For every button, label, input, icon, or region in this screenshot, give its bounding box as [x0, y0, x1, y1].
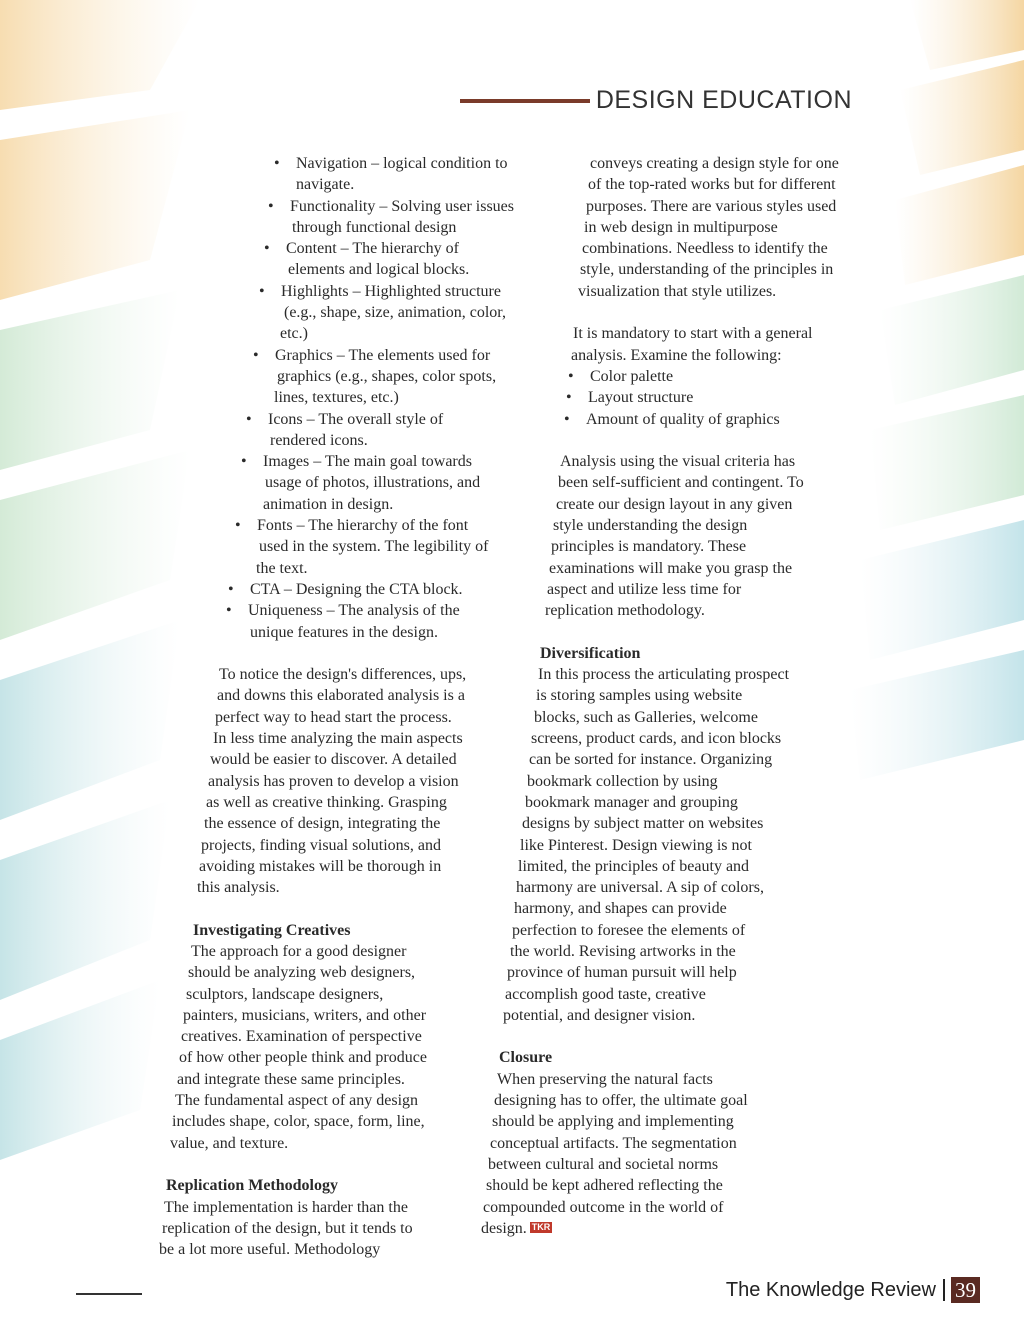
line-text: conceptual artifacts. The segmentation — [490, 1134, 737, 1152]
text-line — [0, 813, 839, 834]
line-text: Content – The hierarchy of — [286, 240, 459, 258]
line-text: Amount of quality of graphics — [586, 410, 780, 428]
line-text: rendered icons. — [270, 431, 368, 449]
line-text: would be easier to discover. A detailed — [210, 751, 457, 769]
text-line — [0, 1111, 839, 1132]
text-line — [0, 515, 839, 536]
line-text: accomplish good taste, creative — [505, 985, 706, 1003]
line-text: Highlights – Highlighted structure — [281, 282, 501, 300]
text-line — [0, 238, 839, 259]
line-text: elements and logical blocks. — [288, 261, 470, 279]
text-line — [0, 345, 839, 366]
text-line — [0, 1154, 839, 1175]
line-text: aspect and utilize less time for — [547, 580, 742, 598]
line-text: screens, product cards, and icon blocks — [531, 730, 782, 748]
line-text: replication methodology. — [545, 602, 705, 620]
text-line — [0, 877, 839, 898]
bullet-icon: • — [566, 389, 572, 407]
line-text: Uniqueness – The analysis of the — [248, 602, 460, 620]
text-line — [0, 941, 839, 962]
text-line — [0, 1239, 514, 1260]
page-number: 39 — [951, 1277, 980, 1303]
line-text: limited, the principles of beauty and — [518, 857, 750, 875]
text-line — [0, 771, 839, 792]
line-text: style, understanding of the principles in — [580, 261, 834, 279]
footer-separator — [943, 1279, 945, 1301]
line-text: Diversification — [540, 644, 641, 662]
blank-line — [0, 430, 839, 451]
line-text: replication of the design, but it tends to — [162, 1219, 413, 1237]
line-text: The implementation is harder than the — [164, 1198, 408, 1216]
line-text: this analysis. — [197, 879, 280, 897]
blank-line — [0, 302, 839, 323]
line-text: unique features in the design. — [250, 623, 438, 641]
line-text: province of human pursuit will help — [507, 964, 737, 982]
line-text: Closure — [499, 1049, 553, 1067]
section-heading — [0, 643, 839, 664]
line-text: been self-sufficient and contingent. To — [558, 474, 804, 492]
line-text: bookmark manager and grouping — [525, 793, 738, 811]
section-header — [460, 86, 852, 115]
line-text: purposes. There are various styles used — [586, 197, 837, 215]
bullet-icon: • — [268, 197, 274, 215]
line-text: perfection to foresee the elements of — [512, 921, 746, 939]
text-line — [0, 1133, 839, 1154]
text-line — [0, 174, 839, 195]
line-text: Images – The main goal towards — [263, 453, 472, 471]
line-text: designs by subject matter on websites — [522, 815, 764, 833]
text-line — [0, 196, 839, 217]
right-column — [0, 153, 839, 1239]
line-text: conveys creating a design style for one — [590, 155, 839, 172]
line-text: sculptors, landscape designers, — [186, 985, 384, 1003]
line-text: create our design layout in any given — [556, 495, 793, 513]
line-text: It is mandatory to start with a general — [573, 325, 813, 343]
bullet-item — [0, 387, 839, 408]
text-line — [0, 1005, 839, 1026]
line-text: principles is mandatory. These — [551, 538, 747, 556]
text-line — [0, 558, 839, 579]
bullet-icon: • — [568, 367, 574, 385]
text-line — [0, 1197, 839, 1218]
blank-line — [0, 1026, 839, 1047]
text-line — [0, 685, 839, 706]
line-text: and integrate these same principles. — [177, 1070, 405, 1088]
text-line — [0, 984, 839, 1005]
line-text: Analysis using the visual criteria has — [560, 453, 796, 471]
text-line — [0, 1218, 839, 1239]
bullet-icon: • — [274, 155, 280, 172]
text-line — [0, 579, 839, 600]
line-text: blocks, such as Galleries, welcome — [534, 708, 758, 726]
footer — [726, 1277, 980, 1303]
line-text: style understanding the design — [553, 517, 748, 535]
text-line — [0, 920, 839, 941]
line-text: Color palette — [590, 367, 674, 385]
blank-line — [0, 622, 839, 643]
line-text: animation in design. — [263, 495, 394, 513]
line-text: The fundamental aspect of any design — [175, 1092, 419, 1110]
line-text: between cultural and societal norms — [488, 1155, 719, 1173]
bullet-icon: • — [241, 453, 247, 471]
section-title: DESIGN EDUCATION — [595, 86, 852, 114]
text-line — [0, 281, 839, 302]
line-text: like Pinterest. Design viewing is not — [520, 836, 752, 854]
line-text: designing has to offer, the ultimate goal — [494, 1092, 748, 1110]
bullet-icon: • — [564, 410, 570, 428]
text-line — [0, 664, 839, 685]
line-text: of the top-rated works but for different — [588, 176, 836, 194]
magazine-name: The Knowledge Review — [725, 1278, 936, 1301]
section-heading — [0, 1047, 839, 1068]
line-text: creatives. Examination of perspective — [181, 1028, 422, 1046]
line-text: is storing samples using website — [536, 687, 743, 705]
line-text: Icons – The overall style of — [268, 410, 444, 428]
text-line — [0, 600, 839, 621]
footer-rule — [76, 1293, 142, 1295]
bullet-item — [0, 366, 839, 387]
line-text: To notice the design's differences, ups, — [219, 666, 467, 684]
line-text: Fonts – The hierarchy of the font — [257, 517, 469, 535]
bullet-icon: • — [226, 602, 232, 620]
line-text: should be analyzing web designers, — [188, 964, 416, 982]
text-line — [0, 494, 839, 515]
text-line — [0, 962, 839, 983]
line-text: of how other people think and produce — [179, 1049, 427, 1067]
line-text: projects, finding visual solutions, and — [201, 836, 441, 854]
line-text: design. — [481, 1219, 527, 1237]
line-text: in web design in multipurpose — [584, 218, 778, 236]
line-text: When preserving the natural facts — [497, 1070, 713, 1088]
text-line — [0, 835, 839, 856]
text-line — [0, 856, 839, 877]
tkr-logo-icon: TKR — [531, 1221, 551, 1232]
text-line — [0, 536, 839, 557]
line-text: (e.g., shape, size, animation, color, — [284, 304, 506, 322]
text-line — [0, 451, 839, 472]
line-text: should be kept adhered reflecting the — [486, 1177, 723, 1195]
line-text: potential, and designer vision. — [503, 1006, 696, 1024]
line-text: the world. Revising artworks in the — [510, 942, 736, 960]
line-text: avoiding mistakes will be thorough in — [199, 857, 442, 875]
bullet-icon: • — [264, 240, 270, 258]
text-line — [0, 153, 839, 174]
bullet-icon: • — [259, 282, 265, 300]
line-text: lines, textures, etc.) — [274, 389, 399, 407]
bullet-icon: • — [246, 410, 252, 428]
line-text: through functional design — [292, 218, 457, 236]
line-text: the essence of design, integrating the — [204, 815, 441, 833]
line-text: Navigation – logical condition to — [296, 155, 508, 172]
line-text: In less time analyzing the main aspects — [213, 730, 463, 748]
line-text: Graphics – The elements used for — [275, 346, 491, 364]
line-text: CTA – Designing the CTA block. — [250, 580, 463, 598]
line-text: examinations will make you grasp the — [549, 559, 793, 577]
line-text: graphics (e.g., shapes, color spots, — [277, 367, 497, 385]
header-rule — [460, 99, 590, 103]
line-text: the text. — [256, 559, 308, 577]
line-text: In this process the articulating prospect — [538, 666, 790, 684]
line-text: Replication Methodology — [166, 1177, 338, 1195]
line-text: includes shape, color, space, form, line, — [172, 1113, 425, 1131]
line-text: and downs this elaborated analysis is a — [217, 687, 465, 705]
text-line — [0, 217, 839, 238]
text-line — [0, 898, 839, 919]
text-line — [0, 323, 839, 344]
text-line — [0, 749, 839, 770]
line-text: perfect way to head start the process. — [215, 708, 452, 726]
text-line — [0, 792, 839, 813]
text-line — [0, 728, 839, 749]
line-text: compounded outcome in the world of — [483, 1198, 724, 1216]
line-text: navigate. — [296, 176, 355, 194]
text-line — [0, 259, 839, 280]
line-text: analysis. Examine the following: — [571, 346, 782, 364]
bullet-icon: • — [228, 580, 234, 598]
bullet-item — [0, 409, 839, 430]
text-line — [0, 1069, 839, 1090]
text-line — [0, 1090, 839, 1111]
line-text: visualization that style utilizes. — [578, 282, 777, 300]
line-text: The approach for a good designer — [191, 942, 407, 960]
text-line — [0, 1175, 839, 1196]
line-text: Functionality – Solving user issues — [290, 197, 514, 215]
line-text: painters, musicians, writers, and other — [183, 1006, 427, 1024]
line-text: used in the system. The legibility of — [259, 538, 489, 556]
line-text: Layout structure — [588, 389, 694, 407]
line-text: value, and texture. — [170, 1134, 289, 1152]
bullet-icon: • — [253, 346, 259, 364]
line-text: etc.) — [280, 325, 308, 343]
bullet-icon: • — [235, 517, 241, 535]
line-text: analysis has proven to develop a vision — [208, 772, 459, 790]
line-text: harmony are universal. A sip of colors, — [516, 879, 764, 897]
line-text: combinations. Needless to identify the — [582, 240, 828, 258]
text-line — [0, 472, 839, 493]
line-text: should be applying and implementing — [492, 1113, 734, 1131]
text-line — [0, 707, 839, 728]
line-text: as well as creative thinking. Grasping — [206, 793, 447, 811]
line-text: be a lot more useful. Methodology — [159, 1241, 381, 1259]
line-text: usage of photos, illustrations, and — [265, 474, 481, 492]
line-text: can be sorted for instance. Organizing — [529, 751, 773, 769]
line-text: harmony, and shapes can provide — [514, 900, 727, 918]
line-text: Investigating Creatives — [193, 921, 351, 939]
line-text: bookmark collection by using — [527, 772, 718, 790]
